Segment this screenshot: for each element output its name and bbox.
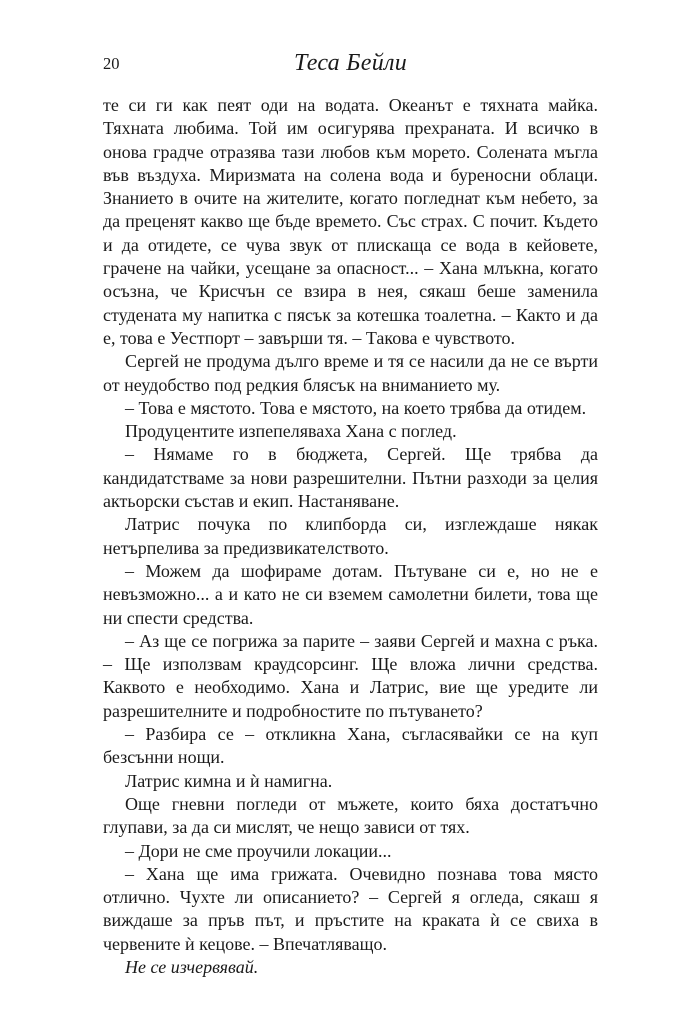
page-number: 20 [103,54,120,73]
italic-thought: Не се изчервявай. [125,956,259,977]
running-head-author: Теса Бейли [293,50,408,76]
paragraph: – Разбира се – откликна Хана, съгласявайки се на куп безсънни нощи. [103,724,598,768]
body-text [103,94,598,979]
paragraph: – Хана ще има грижата. Очевидно познава това място отлично. Чухте ли описанието? – Сергей я огледа, сякаш я виждаше за пръв път, и пръстите на краката ѝ се свиха в червените ѝ кецове. – Впечатляващо. [103,863,598,954]
paragraph: Латрис кимна и ѝ намигна. [125,770,333,791]
paragraph: Още гневни погледи от мъжете, които бяха достатъчно глупави, за да си мислят, че нещо зависи от тях. [103,793,598,838]
paragraph: – Дори не сме проучили локации... [125,840,392,861]
paragraph: Латрис почука по клипборда си, изглеждаше някак нетърпелива за предизвикателството. [103,514,598,558]
paragraph: – Можем да шофираме дотам. Пътуване си е, но не е невъзможно... а и като не си вземем самолетни билети, това ще ни спести средства. [103,560,598,628]
paragraph: – Това е мястото. Това е мястото, на което трябва да отидем. [125,397,587,418]
paragraph: те си ги как пеят оди на водата. Океанът е тяхната майка. Тяхната любима. Той им осигурява прехраната. И всичко в онова градче отразява тази любов към морето. Солената мъгла във въздуха. Миризмата на солена вода и буреносни облаци. Знанието в очите на жителите, когато погледнат към небето, за да преценят какво ще бъде времето. Със страх. С почит. Където и да отидете, се чува звук от плискаща се вода в кейовете, грачене на чайки, усещане за опасност... – Хана млъкна, когато осъзна, че Крисчън се взира в нея, сякаш беше заменила студената му напитка с пясък за котешка тоалетна. – Както и да е, това е Уестпорт – завърши тя. – Такова е чувството. [103,95,598,348]
page-header [103,50,598,80]
paragraph: – Аз ще се погрижа за парите – заяви Сергей и махна с ръка. – Ще използвам краудсорсинг. Ще вложа лични средства. Каквото е необходимо. Хана и Латрис, вие ще уредите ли разрешителните и подробностите по пътуването? [103,630,598,721]
paragraph: Сергей не продума дълго време и тя се насили да не се върти от неудобство под редкия блясък на вниманието му. [103,351,598,395]
paragraph: – Нямаме го в бюджета, Сергей. Ще трябва да кандидатстваме за нови разрешителни. Пътни разходи за целия актьорски състав и екип. Настаняване. [103,444,598,512]
paragraph: Продуцентите изпепеляваха Хана с поглед. [125,421,457,442]
